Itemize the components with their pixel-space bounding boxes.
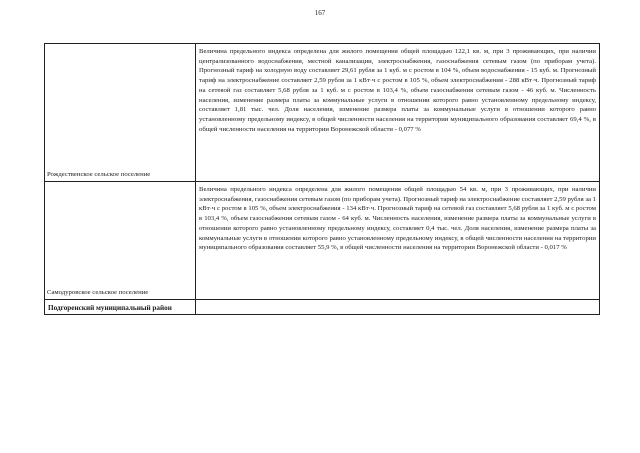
district-empty-cell: [196, 300, 600, 315]
settlement-description-cell: [196, 182, 600, 300]
district-name: Подгоренский муниципальный район: [48, 304, 172, 313]
settlement-description-cell: [196, 44, 600, 182]
settlement-name: Рождественское сельское поселение: [47, 171, 151, 179]
district-name-cell: [45, 300, 196, 315]
settlement-name-cell: [45, 182, 196, 300]
page-number: 167: [314, 9, 326, 17]
table-row: [45, 182, 600, 300]
settlement-description: Величина предельного индекса определена для жилого помещения общей площадью 122,1 кв. м, при 3 проживающих, при наличии централизованного водоснабжения, местной канализации, электроснабжения, газоснабжения сетевым газом (по приборам учета). Прогнозный тариф на холодную воду составляет 29,61 рубля за 1 куб. м с ростом в 104 %, объем водоснабжения - 15 куб. м. Прогнозный тариф на электроснабжение составляет 2,59 рубля за 1 кВт·ч с ростом в 105 %, объем электроснабжения - 288 кВт·ч. Прогнозный тариф на сетевой газ составляет 5,68 рубля за 1 куб. м с ростом в 103,4 %, объем газоснабжения сетевым газом - 46 куб. м. Численность населения, изменение размера платы за коммунальные услуги в отношении которого равно установленному предельному индексу, составляет 1,81 тыс. чел. Доля населения, изменение размера платы за коммунальные услуги в отношении которого равно установленному предельному индексу, в общей численности населения на территории муниципального образования составляет 69,4 %, в общей численности населения на территории Воронежской области - 0,077 %: [199, 48, 596, 133]
district-row: [45, 300, 600, 315]
settlement-name: Самодуровское сельское поселение: [47, 289, 149, 297]
tariff-index-table: [44, 43, 600, 315]
settlement-name-cell: [45, 44, 196, 182]
table-row: [45, 44, 600, 182]
settlement-description: Величина предельного индекса определена для жилого помещения общей площадью 54 кв. м, при 3 проживающих, при наличии электроснабжения, газоснабжения сетевым газом (по приборам учета). Прогнозный тариф на электроснабжение составляет 2,59 рубля за 1 кВт·ч с ростом в 105 %, объем электроснабжения - 134 кВт·ч. Прогнозный тариф на сетевой газ составляет 5,68 рубля за 1 куб. м с ростом в 103,4 %, объем газоснабжения сетевым газом - 64 куб. м. Численность населения, изменение размера платы за коммунальные услуги в отношении которого равно установленному предельному индексу, составляет 0,4 тыс. чел. Доля населения, изменение размера платы за коммунальные услуги в отношении которого равно установленному предельному индексу, в общей численности населения на территории муниципального образования составляет 55,9 %, в общей численности населения на территории Воронежской области - 0,017 %: [199, 186, 596, 252]
